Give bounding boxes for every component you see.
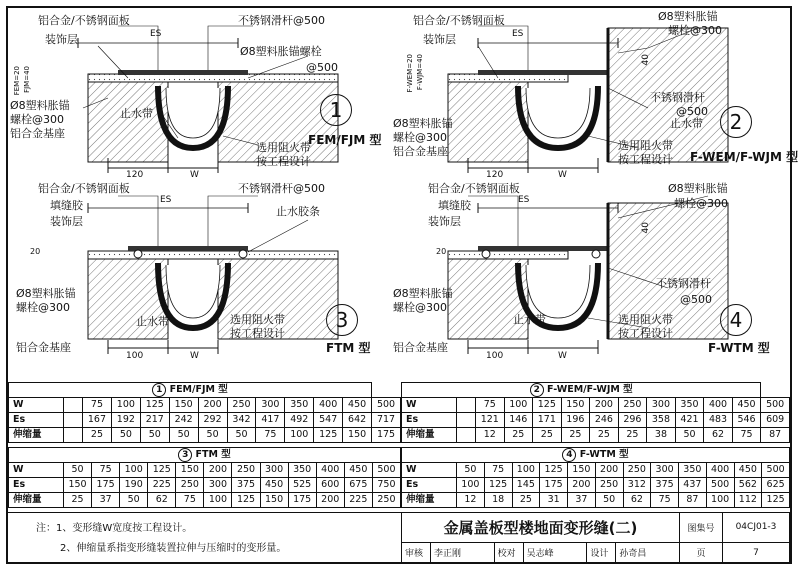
p1-dim-v2: FJM=40	[23, 66, 31, 93]
review-label: 审核	[402, 542, 431, 563]
p4-anchor-spacing: 螺栓@300	[393, 301, 447, 314]
p3-anchor-spacing: 螺栓@300	[16, 301, 70, 314]
table-title-row	[9, 448, 401, 463]
p1-bolt-label: Ø8塑料胀锚螺栓	[240, 45, 322, 58]
table-row: W 50 75 100 125 150 200 250 300 350 400 450 500	[402, 463, 790, 478]
p1-fire1-label: 选用阻火带	[256, 141, 311, 154]
table-row: Es 150 175 190 225 250 300 375 450 525 600 675 750	[9, 478, 401, 493]
check-label: 校对	[494, 542, 523, 563]
p2-dim-40: 40	[641, 54, 651, 66]
table-title-row	[9, 383, 372, 398]
p2-dim-left: 120	[486, 170, 504, 180]
table-fem-fjm	[8, 382, 401, 443]
table-title: F-WTM 型	[579, 449, 629, 460]
table-number: 3	[178, 448, 192, 462]
p4-stop-label: 止水带	[513, 313, 546, 326]
table-row: W 50 75 100 125 150 200 250 300 350 400 450 500	[9, 463, 401, 478]
table-f-wtm	[401, 447, 790, 508]
p4-base-label: 铝合金基座	[393, 341, 448, 354]
p1-dim-w: W	[190, 170, 199, 180]
p2-anchor-spacing: 螺栓@300	[393, 131, 447, 144]
detail-1-number: 1	[320, 94, 352, 126]
p1-bolt-spacing: @500	[306, 61, 338, 74]
p4-anchor-label: Ø8塑料胀锚	[393, 287, 453, 300]
page-number: 7	[723, 542, 790, 563]
p3-stop-label: 止水带	[136, 315, 169, 328]
detail-4-number: 4	[720, 304, 752, 336]
p2-slide-label: 不锈钢滑杆	[650, 91, 705, 104]
p2-wall-anchor-spacing: 螺栓@300	[668, 24, 722, 37]
p3-slide-label: 不锈钢滑杆@500	[238, 182, 325, 195]
table-f-wem-f-wjm	[401, 382, 790, 443]
note-1: 注：1、变形缝W宽度按工程设计。	[36, 523, 193, 534]
table-title: FEM/FJM 型	[169, 384, 228, 395]
p2-base-label: 铝合金基座	[393, 145, 448, 158]
p2-dim-v2: F-WJM=40	[416, 54, 424, 91]
table-row: W 75 100 125 150 200 250 300 350 400 450 500	[402, 398, 790, 413]
p1-slide-label: 不锈钢滑杆@500	[238, 14, 325, 27]
table-number: 2	[530, 383, 544, 397]
detail-3-model: FTM 型	[326, 341, 371, 355]
p1-deco-label: 装饰层	[45, 33, 78, 46]
table-row: 伸缩量 25 37 50 62 75 100 125 150 175 200 225 250	[9, 493, 401, 508]
p1-fire2-label: 按工程设计	[256, 155, 311, 168]
p1-dim-left: 120	[126, 170, 144, 180]
p4-wall-anchor-label: Ø8塑料胀锚	[668, 182, 728, 195]
p2-dim-es: ES	[512, 29, 524, 39]
p1-anchor-spacing: 螺栓@300	[10, 113, 64, 126]
atlas-label: 图集号	[680, 513, 723, 543]
p3-dim-left: 100	[126, 351, 144, 361]
reviewer-name: 李正刚	[431, 542, 495, 563]
detail-2-number: 2	[720, 106, 752, 138]
p3-panel-label: 铝合金/不锈钢面板	[38, 182, 130, 195]
detail-4-model: F-WTM 型	[708, 341, 770, 355]
p3-fire1-label: 选用阻火带	[230, 313, 285, 326]
title-block	[401, 512, 790, 564]
p2-wall-anchor-label: Ø8塑料胀锚	[658, 10, 718, 23]
p4-wall-anchor-spacing: 螺栓@300	[674, 197, 728, 210]
table-title-row	[402, 448, 790, 463]
p3-dim-20: 20	[30, 247, 41, 256]
p3-dim-es: ES	[160, 195, 172, 205]
p4-panel-label: 铝合金/不锈钢面板	[428, 182, 520, 195]
p3-base-label: 铝合金基座	[16, 341, 71, 354]
p4-sealant-label: 填缝胶	[438, 199, 471, 212]
p3-anchor-label: Ø8塑料胀锚	[16, 287, 76, 300]
drawing-title: 金属盖板型楼地面变形缝(二)	[402, 513, 680, 543]
table-title-row	[402, 383, 761, 398]
p2-dim-w: W	[558, 170, 567, 180]
table-row: Es 121 146 171 196 246 296 358 421 483 546 609	[402, 413, 790, 428]
table-title: F-WEM/F-WJM 型	[547, 384, 633, 395]
design-label: 设计	[587, 542, 616, 563]
p4-fire1-label: 选用阻火带	[618, 313, 673, 326]
table-row: W 75 100 125 150 200 250 300 350 400 450 500	[9, 398, 401, 413]
detail-3-linework	[88, 203, 338, 354]
table-number: 4	[562, 448, 576, 462]
p3-deco-label: 装饰层	[50, 215, 83, 228]
detail-3-number: 3	[326, 304, 358, 336]
p1-anchor-label: Ø8塑料胀锚	[10, 99, 70, 112]
page-label: 页	[680, 542, 723, 563]
table-ftm	[8, 447, 401, 508]
p2-anchor-label: Ø8塑料胀锚	[393, 117, 453, 130]
table-row: 伸缩量 25 50 50 50 50 50 75 100 125 150 175	[9, 428, 401, 443]
detail-2-model: F-WEM/F-WJM 型	[690, 150, 799, 164]
p4-dim-20: 20	[436, 247, 447, 256]
atlas-number: 04CJ01-3	[723, 513, 790, 543]
p4-dim-w: W	[558, 351, 567, 361]
p1-panel-label: 铝合金/不锈钢面板	[38, 14, 130, 27]
designer-name: 孙奇昌	[616, 542, 680, 563]
checker-name: 吴志峰	[523, 542, 587, 563]
table-row: Es 100 125 145 175 200 250 312 375 437 500 562 625	[402, 478, 790, 493]
p1-base-label: 铝合金基座	[10, 127, 65, 140]
p1-stop-label: 止水带	[120, 107, 153, 120]
p1-dim-es: ES	[150, 29, 162, 39]
p2-dim-v1: F-WEM=20	[406, 54, 414, 93]
p2-panel-label: 铝合金/不锈钢面板	[413, 14, 505, 27]
p3-fire2-label: 按工程设计	[230, 327, 285, 340]
p4-slide-label: 不锈钢滑杆	[656, 277, 711, 290]
table-row: 伸缩量 12 25 25 25 25 25 38 50 62 75 87	[402, 428, 790, 443]
detail-1-model: FEM/FJM 型	[308, 133, 382, 147]
p4-dim-es: ES	[518, 195, 530, 205]
drawing-sheet	[6, 6, 799, 564]
p4-deco-label: 装饰层	[428, 215, 461, 228]
p4-dim-40: 40	[641, 222, 651, 234]
p4-slide-spacing: @500	[680, 293, 712, 306]
p2-deco-label: 装饰层	[423, 33, 456, 46]
p1-dim-v1: FEM=20	[13, 66, 21, 96]
table-row: 伸缩量 12 18 25 31 37 50 62 75 87 100 112 125	[402, 493, 790, 508]
table-title: FTM 型	[195, 449, 231, 460]
p3-strip-label: 止水胶条	[276, 205, 320, 218]
table-row: Es 167 192 217 242 292 342 417 492 547 642 717	[9, 413, 401, 428]
p2-slide-spacing: @500	[676, 105, 708, 118]
p2-stop-label: 止水带	[670, 117, 703, 130]
note-2: 2、伸缩量系指变形缝装置拉伸与压缩时的变形量。	[60, 543, 287, 554]
p3-sealant-label: 填缝胶	[50, 199, 83, 212]
table-number: 1	[152, 383, 166, 397]
p4-fire2-label: 按工程设计	[618, 327, 673, 340]
p4-dim-left: 100	[486, 351, 504, 361]
p2-fire2-label: 按工程设计	[618, 153, 673, 166]
notes-box	[8, 512, 401, 565]
p3-dim-w: W	[190, 351, 199, 361]
p2-fire1-label: 选用阻火带	[618, 139, 673, 152]
